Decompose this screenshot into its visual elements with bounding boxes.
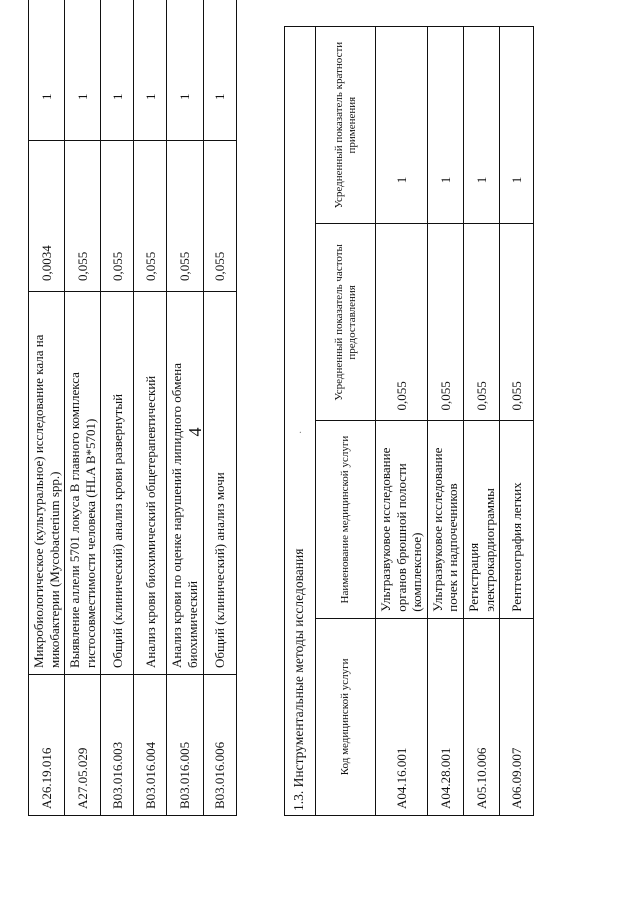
table-row <box>376 27 428 816</box>
stray-mark: · <box>296 430 307 434</box>
table-row <box>427 27 463 816</box>
service-code: A04.16.001 <box>376 618 428 815</box>
services-table-lab <box>28 0 237 816</box>
service-name: Регистрация электрокардиограммы <box>463 421 499 618</box>
table-row <box>463 27 499 816</box>
service-name: Анализ крови по оценке нарушений липидного обмена биохимический <box>167 292 203 675</box>
service-name: Ультразвуковое исследование почек и надпочечников <box>427 421 463 618</box>
column-header-frequency: Усредненный показатель частоты предоставления <box>316 224 376 421</box>
frequency-value: 0,055 <box>500 224 534 421</box>
service-code: B03.016.003 <box>101 675 134 816</box>
service-code: B03.016.006 <box>203 675 236 816</box>
service-name: Микробиологическое (культуральное) исследование кала на микобактерии (Mycobacterium spp.) <box>29 292 65 675</box>
multiplicity-value: 1 <box>29 0 65 141</box>
multiplicity-value: 1 <box>376 27 428 224</box>
service-name: Общий (клинический) анализ крови развернутый <box>101 292 134 675</box>
column-header-multiplicity: Усредненный показатель кратности применения <box>316 27 376 224</box>
multiplicity-value: 1 <box>167 0 203 141</box>
service-code: A06.09.007 <box>500 618 534 815</box>
multiplicity-value: 1 <box>65 0 101 141</box>
column-header-name: Наименование медицинской услуги <box>316 421 376 618</box>
service-code: A04.28.001 <box>427 618 463 815</box>
table-row <box>203 0 236 816</box>
service-name: Ультразвуковое исследование органов брюшной полости (комплексное) <box>376 421 428 618</box>
service-name: Выявление аллели 5701 локуса В главного комплекса гистосовместимости человека (HLA B*5701) <box>65 292 101 675</box>
table-row <box>101 0 134 816</box>
frequency-value: 0,0034 <box>29 141 65 292</box>
frequency-value: 0,055 <box>167 141 203 292</box>
multiplicity-value: 1 <box>203 0 236 141</box>
service-name: Анализ крови биохимический общетерапевтический <box>134 292 167 675</box>
table-header-row <box>316 27 376 816</box>
service-name: Рентгенография легких <box>500 421 534 618</box>
multiplicity-value: 1 <box>427 27 463 224</box>
service-code: B03.016.005 <box>167 675 203 816</box>
multiplicity-value: 1 <box>463 27 499 224</box>
table-row <box>500 27 534 816</box>
service-code: A05.10.006 <box>463 618 499 815</box>
service-code: A27.05.029 <box>65 675 101 816</box>
multiplicity-value: 1 <box>134 0 167 141</box>
frequency-value: 0,055 <box>134 141 167 292</box>
page-number: 4 <box>185 427 205 437</box>
table-row <box>134 0 167 816</box>
service-code: A26.19.016 <box>29 675 65 816</box>
frequency-value: 0,055 <box>65 141 101 292</box>
service-name: Общий (клинический) анализ мочи <box>203 292 236 675</box>
frequency-value: 0,055 <box>101 141 134 292</box>
section-title: 1.3. Инструментальные методы исследования <box>284 26 316 816</box>
multiplicity-value: 1 <box>101 0 134 141</box>
table-row <box>65 0 101 816</box>
frequency-value: 0,055 <box>203 141 236 292</box>
service-code: B03.016.004 <box>134 675 167 816</box>
table-row <box>29 0 65 816</box>
table-row <box>167 0 203 816</box>
column-header-code: Код медицинской услуги <box>316 618 376 815</box>
services-table-instrumental <box>315 26 534 816</box>
frequency-value: 0,055 <box>427 224 463 421</box>
frequency-value: 0,055 <box>376 224 428 421</box>
multiplicity-value: 1 <box>500 27 534 224</box>
frequency-value: 0,055 <box>463 224 499 421</box>
